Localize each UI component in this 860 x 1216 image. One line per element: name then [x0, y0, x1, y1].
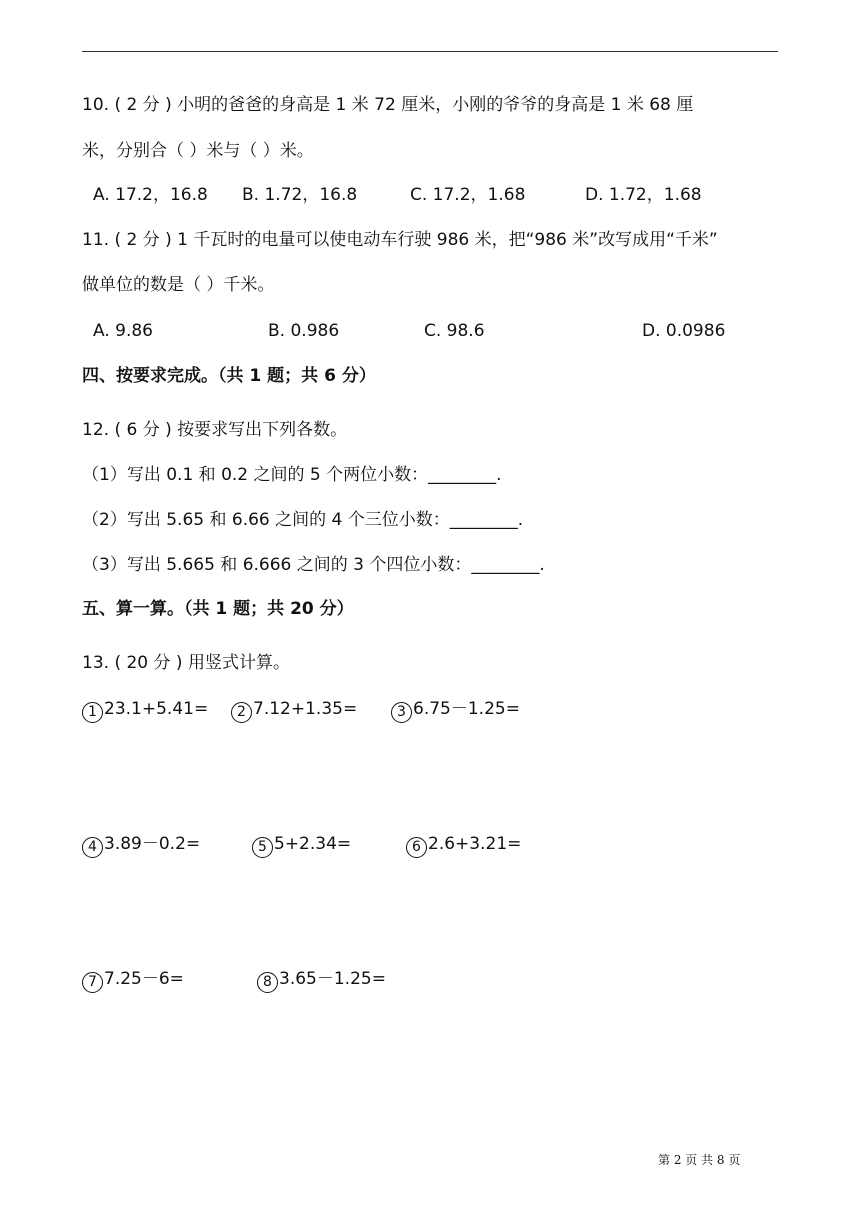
calc-expression: 5+2.34= — [274, 834, 352, 854]
calc-problem-6 — [406, 832, 521, 858]
page-footer: 第 2 页 共 8 页 — [658, 1153, 741, 1167]
calc-expression: 3.65－1.25= — [279, 969, 386, 989]
calc-problem-5 — [252, 832, 351, 858]
circled-number-8: 8 — [257, 972, 278, 993]
q11-option-c[interactable]: C. 98.6 — [424, 321, 485, 341]
q13-stem: 13. ( 20 分 ) 用竖式计算。 — [82, 653, 290, 673]
section-4-title: 四、按要求完成。（共 1 题；共 6 分） — [82, 366, 376, 386]
calc-expression: 7.12+1.35= — [253, 699, 358, 719]
q10-option-c[interactable]: C. 17.2，1.68 — [410, 185, 526, 205]
calc-expression: 23.1+5.41= — [104, 699, 209, 719]
circled-number-4: 4 — [82, 837, 103, 858]
circled-number-2: 2 — [231, 702, 252, 723]
calc-expression: 7.25－6= — [104, 969, 184, 989]
calc-problem-1 — [82, 697, 208, 723]
q10-option-d[interactable]: D. 1.72，1.68 — [585, 185, 702, 205]
calc-problem-4 — [82, 832, 200, 858]
q11-option-b[interactable]: B. 0.986 — [268, 321, 340, 341]
section-5-title: 五、算一算。（共 1 题；共 20 分） — [82, 599, 354, 619]
q10-option-a[interactable]: A. 17.2，16.8 — [93, 185, 208, 205]
q11-option-a[interactable]: A. 9.86 — [93, 321, 153, 341]
q11-stem-line2: 做单位的数是（ ）千米。 — [82, 275, 275, 295]
q10-stem-line2: 米，分别合（ ）米与（ ）米。 — [82, 141, 314, 161]
calc-problem-7 — [82, 967, 184, 993]
header-rule — [82, 51, 778, 52]
circled-number-5: 5 — [252, 837, 273, 858]
q11-option-d[interactable]: D. 0.0986 — [642, 321, 726, 341]
q12-stem: 12. ( 6 分 ) 按要求写出下列各数。 — [82, 420, 348, 440]
q12-item-2: （2）写出 5.65 和 6.66 之间的 4 个三位小数：________. — [82, 510, 524, 530]
calc-expression: 3.89－0.2= — [104, 834, 201, 854]
circled-number-1: 1 — [82, 702, 103, 723]
circled-number-7: 7 — [82, 972, 103, 993]
circled-number-6: 6 — [406, 837, 427, 858]
q10-stem-line1: 10. ( 2 分 ) 小明的爸爸的身高是 1 米 72 厘米，小刚的爷爷的身高是 1 米 68 厘 — [82, 95, 694, 115]
q11-stem-line1: 11. ( 2 分 ) 1 千瓦时的电量可以使电动车行驶 986 米，把“986 米”改写成用“千米” — [82, 230, 718, 250]
calc-expression: 2.6+3.21= — [428, 834, 522, 854]
calc-problem-3 — [391, 697, 520, 723]
calc-problem-2 — [231, 697, 357, 723]
calc-problem-8 — [257, 967, 386, 993]
circled-number-3: 3 — [391, 702, 412, 723]
q10-option-b[interactable]: B. 1.72，16.8 — [242, 185, 358, 205]
q12-item-1: （1）写出 0.1 和 0.2 之间的 5 个两位小数：________. — [82, 465, 502, 485]
calc-expression: 6.75－1.25= — [413, 699, 520, 719]
q12-item-3: （3）写出 5.665 和 6.666 之间的 3 个四位小数：________. — [82, 555, 545, 575]
